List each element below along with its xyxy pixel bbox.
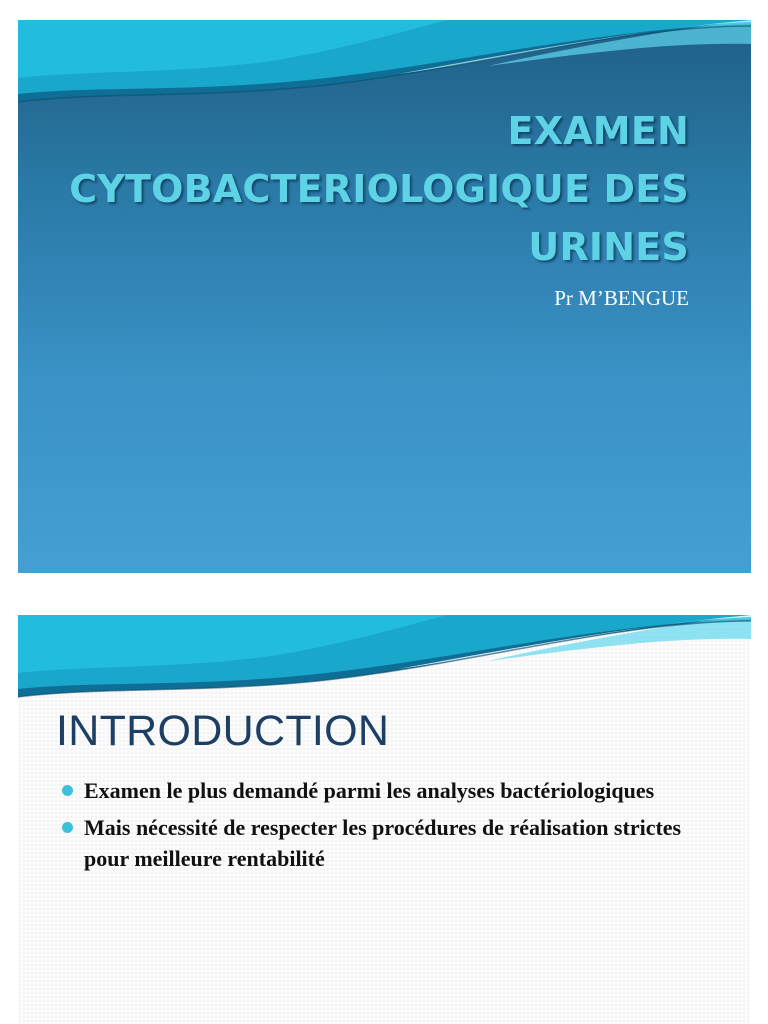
wave-banner-decoration [18,20,751,110]
list-item [62,812,702,874]
bullet-text: Examen le plus demandé parmi les analyses bactériologiques [84,778,655,803]
author-name: Pr M’BENGUE [554,286,689,310]
bullet-icon [62,822,73,833]
slide-title: INTRODUCTION [56,707,390,755]
bullet-icon [62,785,73,796]
title-line-3: URINES [528,225,689,269]
bullet-text: Mais nécessité de respecter les procédures de réalisation strictes pour meilleure rentabilité [84,815,682,871]
title-line-2: CYTOBACTERIOLOGIQUE DES [69,167,689,211]
presentation-title [49,102,689,276]
title-slide [18,20,751,573]
list-item [62,775,702,806]
introduction-slide [18,615,751,1024]
title-line-1: EXAMEN [507,109,689,153]
wave-banner-decoration [18,615,751,705]
bullet-list [62,775,702,880]
